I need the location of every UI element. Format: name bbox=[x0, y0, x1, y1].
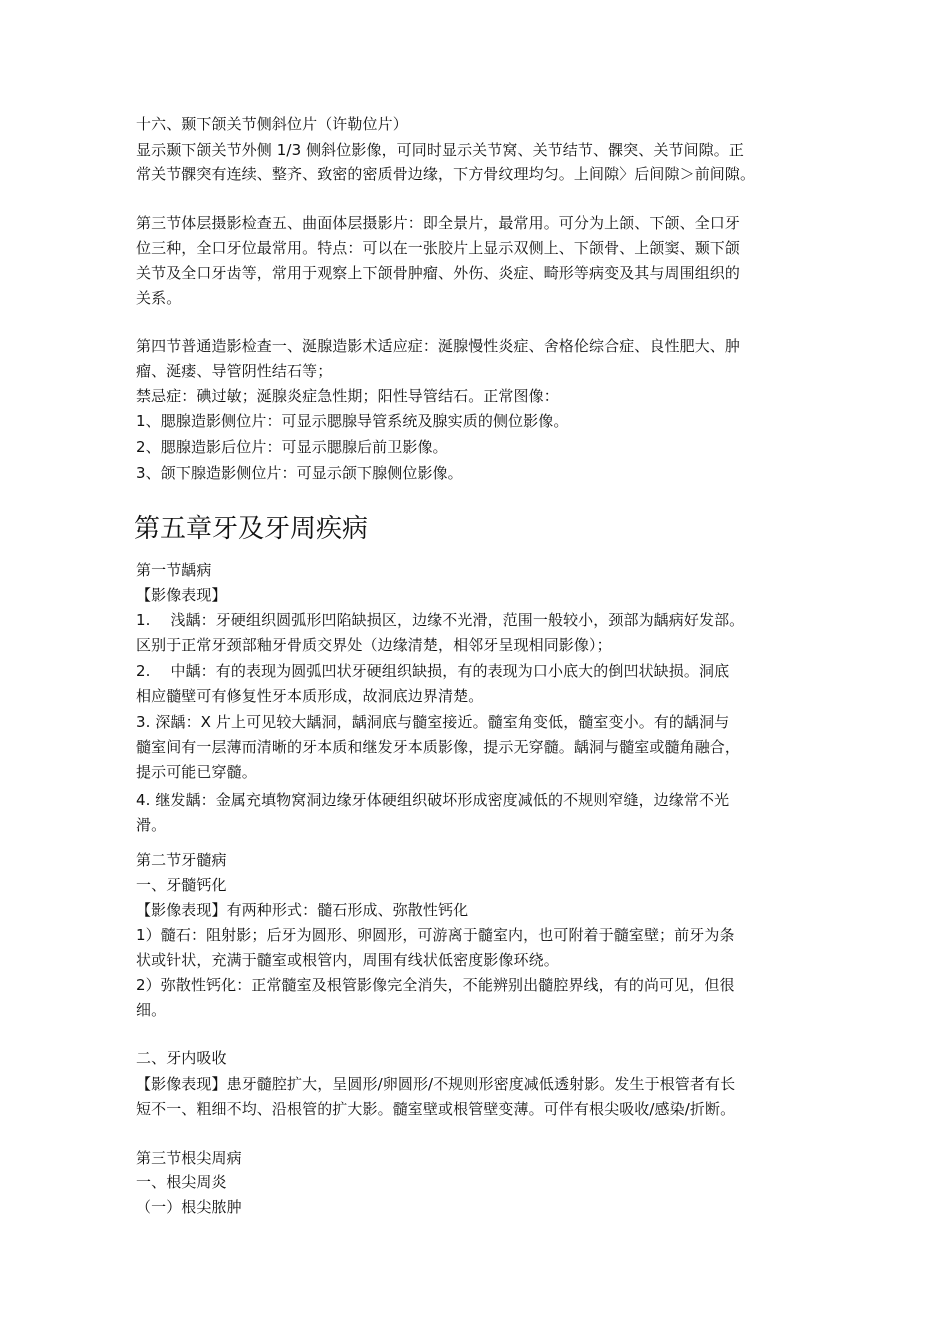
text-line: 1. 浅龋：牙硬组织圆弧形凹陷缺损区，边缘不光滑，范围一般较小，颈部为龋病好发部。 bbox=[136, 611, 745, 629]
text-line: （一）根尖脓肿 bbox=[136, 1198, 242, 1216]
text-line: 2、腮腺造影后位片：可显示腮腺后前卫影像。 bbox=[136, 438, 448, 456]
text-line: 细。 bbox=[136, 1001, 167, 1019]
text-line: 相应髓壁可有修复性牙本质形成，故洞底边界清楚。 bbox=[136, 687, 484, 705]
text-line: 十六、颞下颌关节侧斜位片（许勒位片） bbox=[136, 115, 408, 133]
text-line: 位三种，全口牙位最常用。特点：可以在一张胶片上显示双侧上、下颌骨、上颌窦、颞下颌 bbox=[136, 239, 741, 257]
text-line: 4. 继发龋：金属充填物窝洞边缘牙体硬组织破坏形成密度减低的不规则窄缝，边缘常不光 bbox=[136, 791, 730, 809]
text-line: 显示颞下颌关节外侧 1/3 侧斜位影像，可同时显示关节窝、关节结节、髁突、关节间隙。正 bbox=[136, 141, 744, 159]
text-line: 3. 深龋：X 片上可见较大龋洞，龋洞底与髓室接近。髓室角变低，髓室变小。有的龋洞与 bbox=[136, 713, 730, 731]
section-heading: 二、牙内吸收 bbox=[136, 1049, 227, 1067]
text-line: 关节及全口牙齿等，常用于观察上下颌骨肿瘤、外伤、炎症、畸形等病变及其与周围组织的 bbox=[136, 264, 741, 282]
text-line: 禁忌症：碘过敏；涎腺炎症急性期；阳性导管结石。正常图像： bbox=[136, 387, 559, 405]
text-line: 1、腮腺造影侧位片：可显示腮腺导管系统及腺实质的侧位影像。 bbox=[136, 412, 569, 430]
text-line: 关系。 bbox=[136, 289, 182, 307]
text-line: 1）髓石：阻射影；后牙为圆形、卵圆形，可游离于髓室内，也可附着于髓室壁；前牙为条 bbox=[136, 926, 735, 944]
text-line: 一、根尖周炎 bbox=[136, 1173, 227, 1191]
text-line: 滑。 bbox=[136, 816, 167, 834]
text-line: 2. 中龋：有的表现为圆弧凹状牙硬组织缺损，有的表现为口小底大的倒凹状缺损。洞底 bbox=[136, 662, 730, 680]
text-line: 【影像表现】 bbox=[136, 586, 227, 604]
text-line: 第四节普通造影检查一、涎腺造影术适应症：涎腺慢性炎症、舍格伦综合症、良性肥大、肿 bbox=[136, 337, 741, 355]
section-heading: 第三节根尖周病 bbox=[136, 1149, 242, 1167]
section-heading: 第二节牙髓病 bbox=[136, 851, 227, 869]
text-line: 瘤、涎瘘、导管阴性结石等； bbox=[136, 362, 333, 380]
text-line: 3、颌下腺造影侧位片：可显示颌下腺侧位影像。 bbox=[136, 464, 463, 482]
text-line: 【影像表现】有两种形式：髓石形成、弥散性钙化 bbox=[136, 901, 469, 919]
text-line: 2）弥散性钙化：正常髓室及根管影像完全消失，不能辨别出髓腔界线，有的尚可见，但很 bbox=[136, 976, 735, 994]
text-line: 常关节髁突有连续、整齐、致密的密质骨边缘，下方骨纹理均匀。上间隙〉后间隙＞前间隙。 bbox=[136, 165, 756, 183]
text-line: 状或针状，充满于髓室或根管内，周围有线状低密度影像环绕。 bbox=[136, 951, 559, 969]
text-line: 提示可能已穿髓。 bbox=[136, 763, 257, 781]
text-line: 一、牙髓钙化 bbox=[136, 876, 227, 894]
text-line: 短不一、粗细不均、沿根管的扩大影。髓室壁或根管壁变薄。可伴有根尖吸收/感染/折断。 bbox=[136, 1100, 736, 1118]
chapter-heading: 第五章牙及牙周疾病 bbox=[134, 514, 369, 544]
text-line: 髓室间有一层薄而清晰的牙本质和继发牙本质影像，提示无穿髓。龋洞与髓室或髓角融合， bbox=[136, 738, 741, 756]
text-line: 【影像表现】患牙髓腔扩大，呈圆形/卵圆形/不规则形密度减低透射影。发生于根管者有长 bbox=[136, 1075, 736, 1093]
text-line: 第三节体层摄影检查五、曲面体层摄影片：即全景片，最常用。可分为上颌、下颌、全口牙 bbox=[136, 214, 741, 232]
text-line: 区别于正常牙颈部釉牙骨质交界处（边缘清楚，相邻牙呈现相同影像）； bbox=[136, 636, 612, 654]
section-heading: 第一节龋病 bbox=[136, 561, 212, 579]
